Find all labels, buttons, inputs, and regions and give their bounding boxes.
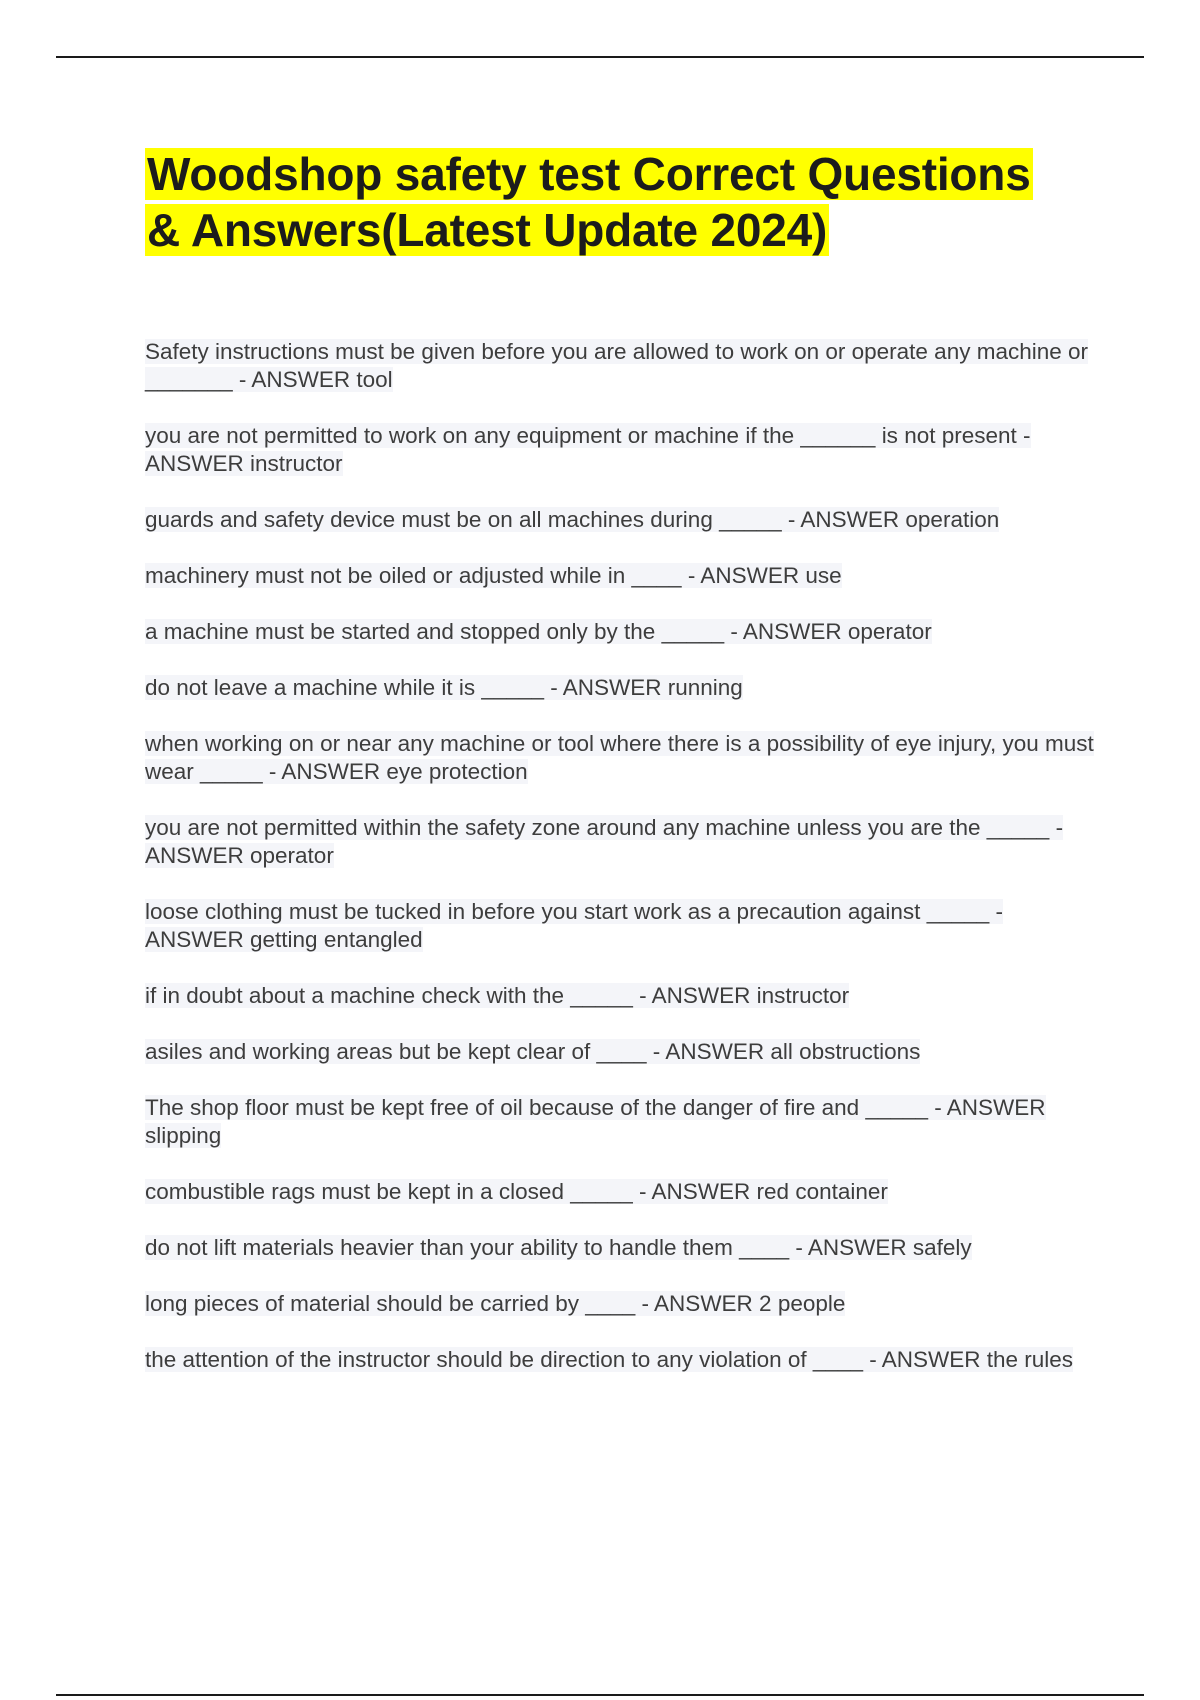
qa-item: the attention of the instructor should be direction to any violation of ____ - ANSWER the rules [145,1347,1074,1372]
qa-item: combustible rags must be kept in a closed _____ - ANSWER red container [145,1179,888,1204]
qa-item: guards and safety device must be on all machines during _____ - ANSWER operation [145,507,1000,532]
qa-item: machinery must not be oiled or adjusted while in ____ - ANSWER use [145,563,842,588]
qa-item: you are not permitted to work on any equipment or machine if the ______ is not present - ANSWER instructor [145,423,1031,476]
qa-item: long pieces of material should be carried by ____ - ANSWER 2 people [145,1291,846,1316]
top-divider [56,56,1144,58]
bottom-divider [56,1694,1144,1696]
document-title-block [145,146,1088,258]
title-line-2: & Answers(Latest Update 2024) [147,204,828,256]
title-line-1: Woodshop safety test Correct Questions [147,148,1031,200]
qa-item: you are not permitted within the safety zone around any machine unless you are the _____ - ANSWER operator [145,815,1064,868]
qa-item: a machine must be started and stopped only by the _____ - ANSWER operator [145,619,932,644]
qa-item: Safety instructions must be given before you are allowed to work on or operate any machine or _______ - ANSWER tool [145,339,1089,392]
question-answer-list [145,338,1095,1402]
qa-item: loose clothing must be tucked in before you start work as a precaution against _____ - ANSWER getting entangled [145,899,1003,952]
document-title [145,146,1088,258]
qa-item: if in doubt about a machine check with the _____ - ANSWER instructor [145,983,850,1008]
qa-item: do not lift materials heavier than your ability to handle them ____ - ANSWER safely [145,1235,972,1260]
qa-item: do not leave a machine while it is _____ - ANSWER running [145,675,743,700]
qa-item: The shop floor must be kept free of oil because of the danger of fire and _____ - ANSWER slipping [145,1095,1046,1148]
qa-item: when working on or near any machine or tool where there is a possibility of eye injury, you must wear _____ - ANSWER eye protection [145,731,1094,784]
qa-item: asiles and working areas but be kept clear of ____ - ANSWER all obstructions [145,1039,921,1064]
